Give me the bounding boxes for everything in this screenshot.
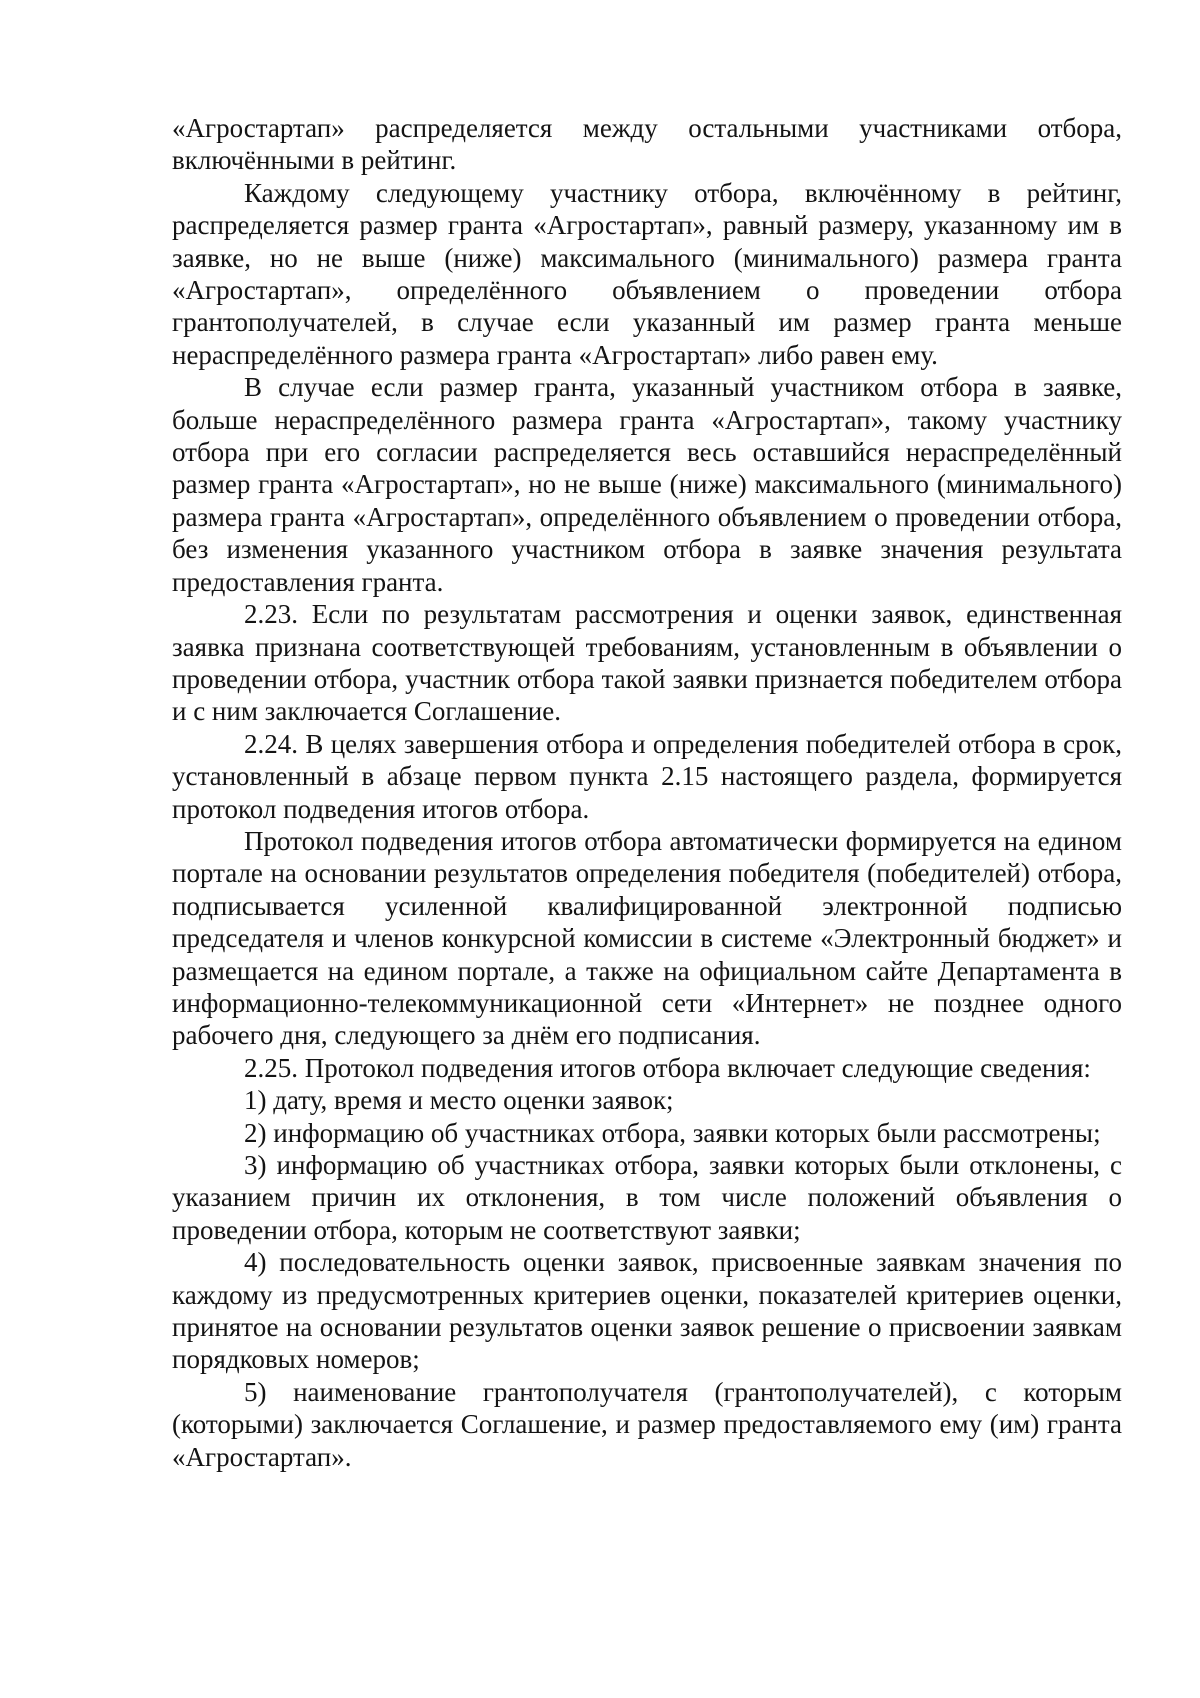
paragraph-2: Каждому следующему участнику отбора, включённому в рейтинг, распределяется размер гранта «Агростартап», равный размеру, указанному им в заявке, но не выше (ниже) максимального (минимального) размера гранта «Агростартап», определённого объявлением о проведении отбора грантополучателей, в случае если указанный им размер гранта меньше нераспределённого размера гранта «Агростартап» либо равен ему. — [172, 177, 1122, 370]
paragraph-2-24: 2.24. В целях завершения отбора и определения победителей отбора в срок, установленный в абзаце первом пункта 2.15 настоящего раздела, формируется протокол подведения итогов отбора. — [172, 728, 1122, 824]
document-body — [172, 112, 1122, 1473]
paragraph-2-25: 2.25. Протокол подведения итогов отбора включает следующие сведения: — [244, 1052, 1091, 1083]
paragraph-protocol: Протокол подведения итогов отбора автоматически формируется на едином портале на основании результатов определения победителя (победителей) отбора, подписывается усиленной квалифицированной электронной подписью председателя и членов конкурсной комиссии в системе «Электронный бюджет» и размещается на едином портале, а также на официальном сайте Департамента в информационно-телекоммуникационной сети «Интернет» не позднее одного рабочего дня, следующего за днём его подписания. — [172, 825, 1122, 1051]
list-item-1: 1) дату, время и место оценки заявок; — [244, 1085, 674, 1116]
paragraph-1: «Агростартап» распределяется между остальными участниками отбора, включёнными в рейтинг. — [172, 113, 1122, 176]
list-item-5: 5) наименование грантополучателя (грантополучателей), с которым (которыми) заключается Соглашение, и размер предоставляемого ему (им) гранта «Агростартап». — [172, 1376, 1122, 1472]
list-item-4: 4) последовательность оценки заявок, присвоенные заявкам значения по каждому из предусмотренных критериев оценки, показателей критериев оценки, принятое на основании результатов оценки заявок решение о присвоении заявкам порядковых номеров; — [172, 1247, 1122, 1375]
paragraph-2-23: 2.23. Если по результатам рассмотрения и оценки заявок, единственная заявка признана соответствующей требованиям, установленным в объявлении о проведении отбора, участник отбора такой заявки признается победителем отбора и с ним заключается Соглашение. — [172, 599, 1122, 727]
paragraph-3: В случае если размер гранта, указанный участником отбора в заявке, больше нераспределённого размера гранта «Агростартап», такому участнику отбора при его согласии распределяется весь оставшийся нераспределённый размер гранта «Агростартап», но не выше (ниже) максимального (минимального) размера гранта «Агростартап», определённого объявлением о проведении отбора, без изменения указанного участником отбора в заявке значения результата предоставления гранта. — [172, 372, 1122, 597]
list-item-2: 2) информацию об участниках отбора, заявки которых были рассмотрены; — [244, 1117, 1101, 1148]
list-item-3: 3) информацию об участниках отбора, заявки которых были отклонены, с указанием причин их отклонения, в том числе положений объявления о проведении отбора, которым не соответствуют заявки; — [172, 1150, 1122, 1245]
